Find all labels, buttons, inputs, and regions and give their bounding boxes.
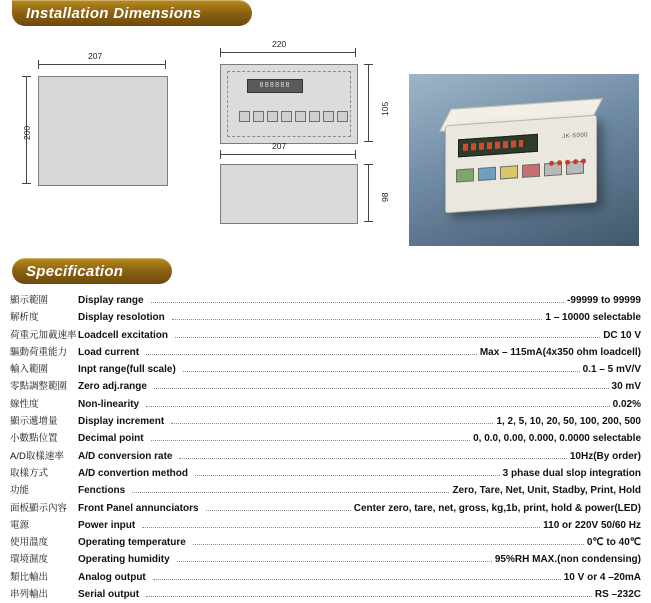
dim-tick (38, 60, 39, 69)
top-view-outline (220, 64, 358, 144)
spec-label-en: Power input (78, 519, 136, 531)
spec-value: 1 – 10000 selectable (545, 312, 641, 324)
spec-label-cn: 零點調整範圍 (10, 381, 68, 393)
specification-title: Specification (26, 262, 124, 280)
top-view-height-dimline (368, 64, 369, 142)
spec-label-en: Front Panel annunciators (78, 502, 199, 514)
spec-leader-dots (179, 449, 566, 459)
spec-label-en: Analog output (78, 571, 146, 583)
spec-leader-dots (151, 431, 471, 441)
spec-leader-dots (146, 345, 477, 355)
spec-label-cn: 荷重元加載速率 (10, 329, 77, 341)
spec-value: Zero, Tare, Net, Unit, Stadby, Print, Hold (452, 485, 641, 497)
spec-leader-dots (146, 587, 592, 597)
side-view-outline (220, 164, 358, 224)
panel-button (295, 111, 306, 122)
dim-tick (220, 48, 221, 57)
spec-label-cn: 串列輸出 (10, 589, 49, 601)
spec-label-cn: 功能 (10, 485, 30, 497)
spec-label-en: Zero adj.range (78, 381, 147, 393)
led-indicator (549, 161, 554, 166)
spec-row (10, 361, 641, 378)
spec-label-cn: 顯示遞增量 (10, 416, 58, 428)
dim-tick (22, 183, 31, 184)
spec-row (10, 586, 641, 603)
spec-value: -99999 to 99999 (567, 295, 641, 306)
spec-leader-dots (151, 293, 564, 303)
spec-row (10, 396, 641, 413)
front-view-width-dimline (38, 64, 166, 65)
spec-leader-dots (177, 552, 492, 562)
seven-segment-display: 888888 (247, 79, 303, 93)
spec-row (10, 378, 641, 395)
front-view-height-label: 200 (22, 125, 32, 140)
spec-label-cn: 取樣方式 (10, 467, 49, 479)
spec-row (10, 309, 641, 326)
dim-tick (22, 76, 31, 77)
spec-leader-dots (183, 362, 580, 372)
led-indicator (565, 160, 570, 165)
device-key (522, 164, 540, 178)
panel-button (281, 111, 292, 122)
spec-value: 0.02% (612, 398, 641, 410)
side-view-width-label: 207 (272, 141, 287, 151)
spec-label-cn: 解析度 (10, 312, 39, 324)
dim-tick (355, 48, 356, 57)
installation-dimensions-title: Installation Dimensions (26, 4, 202, 22)
device-key (500, 165, 518, 179)
spec-row (10, 534, 641, 551)
spec-label-en: Display range (78, 295, 144, 306)
device-display (458, 134, 538, 158)
spec-label-en: Display increment (78, 416, 165, 428)
spec-leader-dots (206, 501, 351, 511)
spec-value: Center zero, tare, net, gross, kg,1b, print, hold & power(LED) (353, 502, 641, 514)
spec-label-cn: 使用溫度 (10, 537, 49, 549)
spec-label-cn: A/D取樣速率 (10, 450, 64, 462)
front-view-outline (38, 76, 168, 186)
spec-label-en: Operating temperature (78, 537, 186, 549)
spec-row (10, 448, 641, 465)
device-key (456, 168, 474, 182)
spec-label-cn: 線性度 (10, 398, 39, 410)
device-key (478, 167, 496, 181)
spec-row (10, 500, 641, 517)
spec-value: Max – 115mA(4x350 ohm loadcell) (479, 346, 641, 358)
dim-tick (364, 141, 373, 142)
spec-leader-dots (193, 535, 584, 545)
spec-leader-dots (171, 414, 493, 424)
spec-label-en: Decimal point (78, 433, 144, 445)
dim-tick (220, 150, 221, 159)
dim-tick (364, 64, 373, 65)
spec-value: RS –232C (594, 589, 641, 601)
dim-tick (364, 221, 373, 222)
led-indicator (557, 160, 562, 165)
spec-label-cn: 類比輸出 (10, 571, 49, 583)
specification-header (12, 258, 172, 284)
product-photo (409, 74, 639, 246)
top-view-height-label: 105 (380, 101, 390, 116)
spec-label-cn: 面板顯示內容 (10, 502, 68, 514)
installation-dimensions-header (12, 0, 252, 26)
spec-label-cn: 環境濕度 (10, 554, 49, 566)
spec-leader-dots (195, 466, 500, 476)
spec-row (10, 413, 641, 430)
spec-label-en: A/D conversion rate (78, 450, 173, 462)
panel-button (267, 111, 278, 122)
spec-leader-dots (146, 397, 610, 407)
spec-row (10, 551, 641, 568)
dim-tick (355, 150, 356, 159)
spec-row (10, 517, 641, 534)
spec-leader-dots (132, 483, 449, 493)
spec-row (10, 430, 641, 447)
side-view-height-label: 98 (380, 192, 390, 202)
spec-label-cn: 電源 (10, 519, 30, 531)
spec-label-cn: 輸入範圍 (10, 364, 49, 376)
panel-button-row (239, 111, 348, 122)
panel-button (337, 111, 348, 122)
spec-label-en: Non-linearity (78, 398, 140, 410)
spec-row (10, 569, 641, 586)
spec-value: 10 V or 4 –20mA (563, 571, 641, 583)
dim-tick (364, 164, 373, 165)
spec-value: 0, 0.0, 0.00, 0.000, 0.0000 selectable (473, 433, 641, 445)
spec-row (10, 344, 641, 361)
specification-table (10, 292, 641, 603)
spec-label-en: Operating humidity (78, 554, 170, 566)
spec-value: 110 or 220V 50/60 Hz (543, 519, 641, 531)
spec-leader-dots (154, 379, 609, 389)
led-indicator (573, 159, 578, 164)
side-view-height-dimline (368, 164, 369, 222)
spec-leader-dots (142, 518, 540, 528)
side-view-width-dimline (220, 154, 356, 155)
spec-label-en: Fenctions (78, 485, 126, 497)
spec-label-en: A/D convertion method (78, 467, 189, 479)
spec-label-en: Load current (78, 346, 140, 358)
spec-label-en: Serial output (78, 589, 140, 601)
panel-button (309, 111, 320, 122)
device-front-panel (445, 115, 597, 214)
panel-button (239, 111, 250, 122)
installation-drawings (0, 34, 651, 234)
panel-button (253, 111, 264, 122)
top-view-width-dimline (220, 52, 356, 53)
spec-row (10, 465, 641, 482)
spec-label-cn: 顯示範圍 (10, 295, 49, 306)
spec-label-en: Inpt range(full scale) (78, 364, 176, 376)
led-indicator (581, 158, 586, 163)
spec-label-cn: 小數點位置 (10, 433, 58, 445)
spec-label-en: Loadcell excitation (78, 329, 169, 341)
spec-leader-dots (153, 570, 561, 580)
spec-value: 30 mV (611, 381, 641, 393)
spec-value: 0.1 – 5 mV/V (582, 364, 641, 376)
panel-button (323, 111, 334, 122)
front-view-width-label: 207 (88, 51, 103, 61)
spec-value: 1, 2, 5, 10, 20, 50, 100, 200, 500 (496, 416, 641, 428)
spec-leader-dots (175, 328, 600, 338)
spec-leader-dots (172, 310, 543, 320)
dim-tick (165, 60, 166, 69)
device-model-label: JK-5000 (562, 132, 588, 141)
spec-value: 95%RH MAX.(non condensing) (494, 554, 641, 566)
spec-row (10, 292, 641, 309)
spec-row (10, 327, 641, 344)
spec-value: 3 phase dual slop integration (502, 467, 641, 479)
spec-value: 10Hz(By order) (569, 450, 641, 462)
spec-value: DC 10 V (603, 329, 641, 341)
spec-label-cn: 驅動荷重能力 (10, 346, 68, 358)
spec-row (10, 482, 641, 499)
top-view-width-label: 220 (272, 39, 287, 49)
spec-value: 0℃ to 40℃ (586, 537, 641, 549)
spec-label-en: Display resolotion (78, 312, 165, 324)
